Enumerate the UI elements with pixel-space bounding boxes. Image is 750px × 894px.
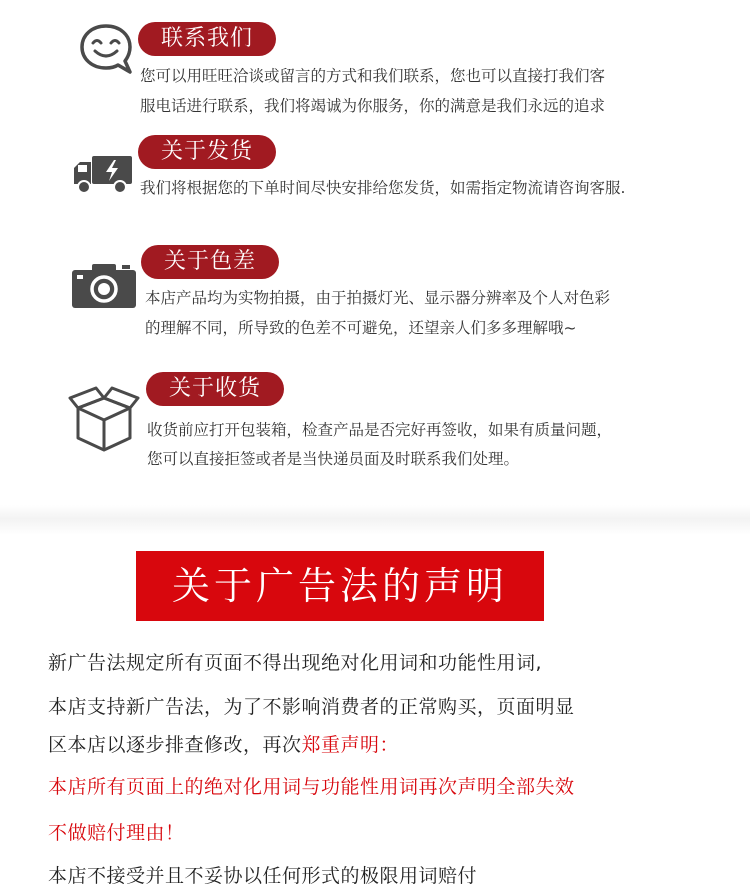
ad-law-line-3-emphasis: 郑重声明： <box>301 734 400 756</box>
camera-icon <box>70 262 138 310</box>
receiving-title: 关于收货 <box>146 372 284 406</box>
color-diff-line-2: 的理解不同，所导致的色差不可避免，还望亲人们多多理解哦~ <box>145 319 577 337</box>
box-icon <box>68 386 140 452</box>
ad-law-line-2: 本店支持新广告法，为了不影响消费者的正常购买，页面明显 <box>48 696 575 718</box>
ad-law-line-3-prefix: 区本店以逐步排查修改，再次 <box>48 734 302 756</box>
section-divider <box>0 505 750 535</box>
shipping-title: 关于发货 <box>138 135 276 169</box>
color-diff-line-1: 本店产品均为实物拍摄，由于拍摄灯光、显示器分辨率及个人对色彩 <box>145 289 611 307</box>
receiving-line-1: 收货前应打开包装箱，检查产品是否完好再签收，如果有质量问题， <box>147 421 613 439</box>
ad-law-banner: 关于广告法的声明 <box>136 551 544 621</box>
ad-law-line-6: 本店不接受并且不妥协以任何形式的极限用词赔付 <box>48 865 478 887</box>
color-diff-title: 关于色差 <box>141 245 279 279</box>
ad-law-line-4: 本店所有页面上的绝对化用词与功能性用词再次声明全部失效 <box>48 776 575 798</box>
receiving-line-2: 您可以直接拒签或者是当快递员面及时联系我们处理。 <box>147 450 520 468</box>
contact-line-2: 服电话进行联系，我们将竭诚为你服务，你的满意是我们永远的追求 <box>140 97 606 115</box>
smiley-chat-icon <box>78 22 134 76</box>
contact-title: 联系我们 <box>138 22 276 56</box>
truck-icon <box>72 153 134 195</box>
ad-law-line-5: 不做赔付理由！ <box>48 822 185 844</box>
ad-law-line-3 <box>48 730 399 757</box>
ad-law-line-1: 新广告法规定所有页面不得出现绝对化用词和功能性用词, <box>48 652 543 674</box>
contact-line-1: 您可以用旺旺洽谈或留言的方式和我们联系，您也可以直接打我们客 <box>140 67 606 85</box>
shipping-line-1: 我们将根据您的下单时间尽快安排给您发货，如需指定物流请咨询客服. <box>140 179 626 197</box>
